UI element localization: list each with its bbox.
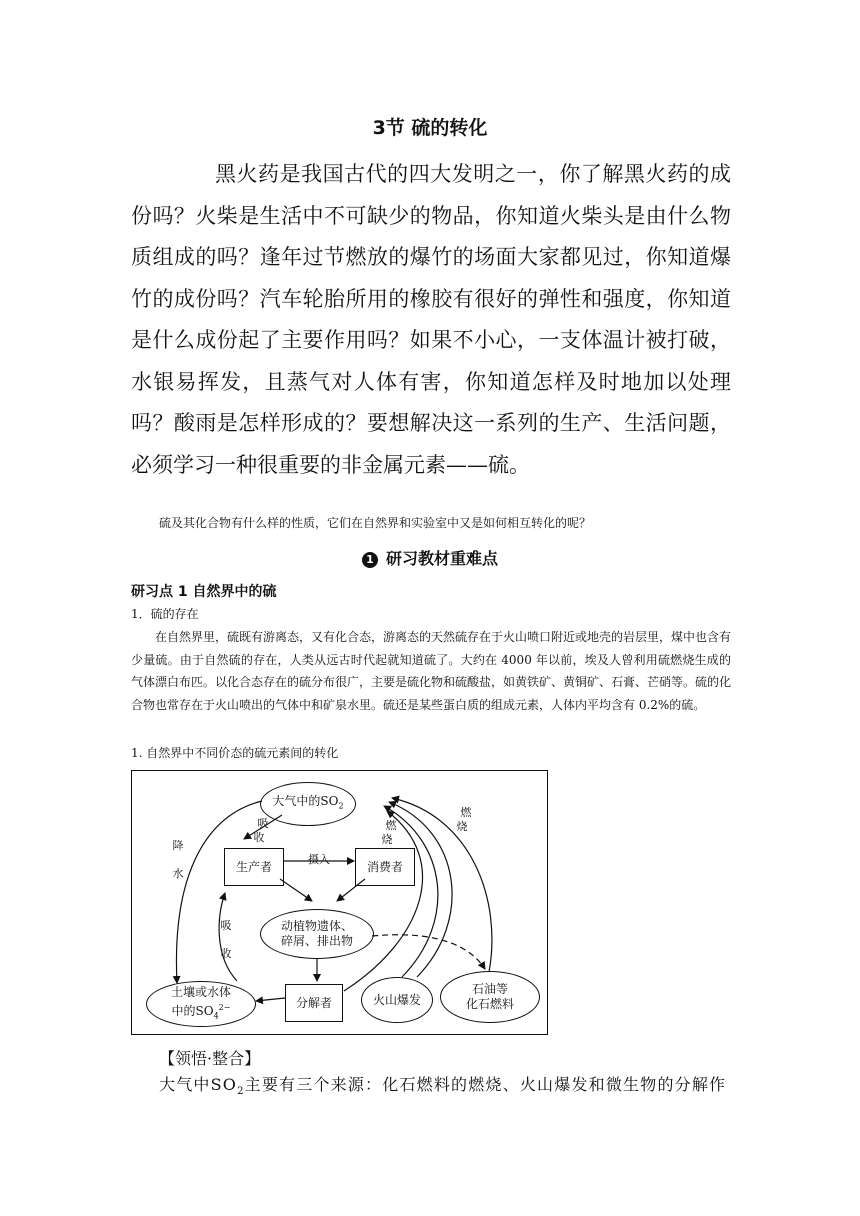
- node-remains: 动植物遗体、 碎屑、排出物: [260, 909, 374, 959]
- sulfur-existence-paragraph: 在自然界里，硫既有游离态，又有化合态，游离态的天然硫存在于火山喷口附近或地壳的岩层里，煤中也含有少量硫。由于自然硫的存在，人类从远古时代起就知道硫了。大约在 4000 年以前，埃及人曾利用硫燃烧生成的气体漂白布匹。以化合态存在的硫分布很广，主要是硫化物和硫酸盐，如黄铁矿、黄铜矿、石膏、芒硝等。硫的化合物也常存在于火山喷出的气体中和矿泉水里。硫还是某些蛋白质的组成元素，人体内平均含有 0.2%的硫。: [131, 630, 732, 712]
- sulfur-cycle-diagram: [131, 770, 548, 1035]
- node-soil-water-sulfate: 土壤或水体 中的$SO_4^{2-}$: [146, 981, 256, 1027]
- section-heading: [0, 546, 860, 569]
- node-volcano: 火山爆发: [361, 977, 433, 1023]
- label-burn-inner: 燃 烧: [381, 819, 397, 846]
- summary-heading: 【领悟·整合】: [159, 1049, 261, 1068]
- intro-paragraph: 黑火药是我国古代的四大发明之一，你了解黑火药的成份吗？火柴是生活中不可缺少的物品，你知道火柴头是由什么物质组成的吗？逢年过节燃放的爆竹的场面大家都见过，你知道爆竹的成份吗？汽车轮胎所用的橡胶有很好的弹性和强度，你知道是什么成份起了主要作用吗？如果不小心，一支体温计被打破，水银易挥发，且蒸气对人体有害，你知道怎样及时地加以处理吗？酸雨是怎样形成的？要想解决这一系列的生产、生活问题，必须学习一种很重要的非金属元素——硫。: [131, 162, 731, 477]
- study-point-heading: 研习点 1 自然界中的硫: [131, 584, 277, 600]
- node-producer: 生产者: [224, 848, 284, 886]
- subheading-sulfur-existence: 1．硫的存在: [131, 607, 199, 621]
- section-title: 研习教材重难点: [385, 549, 498, 568]
- arrow-producer-remains: [280, 879, 312, 901]
- node-fossil-fuel: 石油等 化石燃料: [440, 971, 540, 1023]
- label-absorb-left: 吸 收: [220, 919, 232, 960]
- arrow-decomposer-soil: [256, 998, 285, 1001]
- node-decomposer: 分解者: [285, 984, 343, 1022]
- label-burn-outer: 燃 烧: [456, 806, 472, 833]
- label-absorb-top: 吸 收: [253, 817, 269, 844]
- summary-text: 大气中$SO_2$主要有三个来源：化石燃料的燃烧、火山爆发和微生物的分解作: [159, 1075, 727, 1098]
- subheading-sulfur-conversion: 1. 自然界中不同价态的硫元素间的转化: [131, 746, 339, 760]
- page-title: 3节 硫的转化: [372, 117, 488, 139]
- section-number-badge: 1: [362, 552, 378, 568]
- node-consumer: 消费者: [355, 848, 415, 886]
- label-ingest: 摄入: [308, 853, 330, 866]
- label-precipitation: 降 水: [172, 839, 184, 880]
- node-atmosphere-so2: 大气中的$SO_2$: [260, 782, 356, 826]
- guiding-question: 硫及其化合物有什么样的性质，它们在自然界和实验室中又是如何相互转化的呢？: [159, 516, 592, 530]
